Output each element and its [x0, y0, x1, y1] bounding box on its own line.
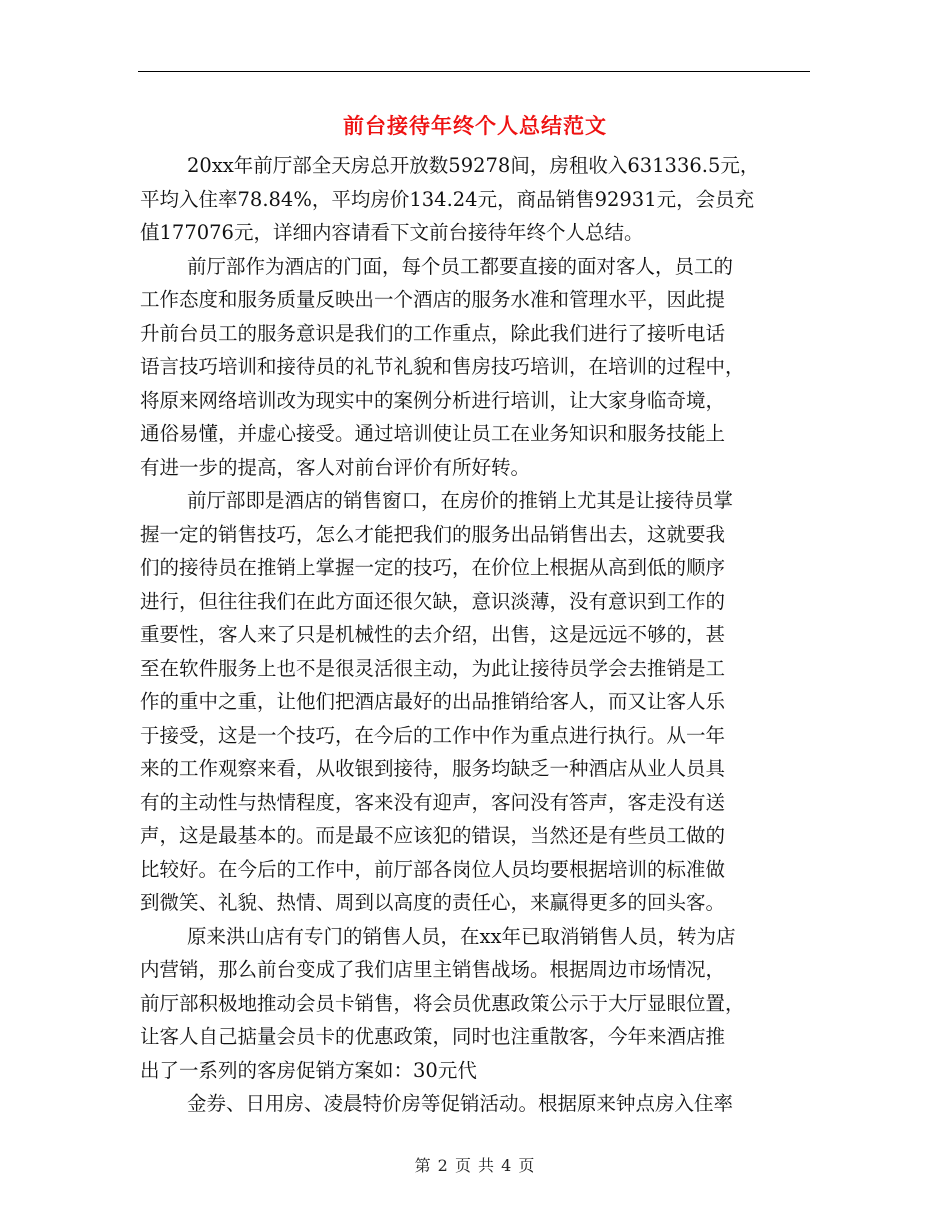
- text-line: 比较好。在今后的工作中，前厅部各岗位人员均要根据培训的标准做: [140, 857, 726, 881]
- text-line: 原来洪山店有专门的销售人员，在xx年已取消销售人员，转为店: [187, 924, 736, 948]
- text-line: 平均入住率78.84%，平均房价134.24元，商品销售92931元，会员充: [140, 187, 755, 211]
- text-line: 出了一系列的客房促销方案如：30元代: [140, 1058, 477, 1082]
- text-line: 进行，但往往我们在此方面还很欠缺，意识淡薄，没有意识到工作的: [140, 589, 726, 613]
- text-line: 升前台员工的服务意识是我们的工作重点，除此我们进行了接听电话: [140, 321, 726, 345]
- text-line: 金券、日用房、凌晨特价房等促销活动。根据原来钟点房入住率: [187, 1092, 734, 1115]
- text-line: 至在软件服务上也不是很灵活很主动，为此让接待员学会去推销是工: [140, 656, 726, 680]
- text-line: 前厅部积极地推动会员卡销售，将会员优惠政策公示于大厅显眼位置，: [140, 991, 745, 1015]
- page-footer: 第 2 页 共 4 页: [414, 1156, 536, 1175]
- text-line: 到微笑、礼貌、热情、周到以高度的责任心，来赢得更多的回头客。: [140, 891, 726, 914]
- text-line: 将原来网络培训改为现实中的案例分析进行培训，让大家身临奇境，: [140, 388, 726, 412]
- text-line: 作的重中之重，让他们把酒店最好的出品推销给客人，而又让客人乐: [140, 690, 726, 713]
- text-line: 工作态度和服务质量反映出一个酒店的服务水准和管理水平，因此提: [140, 288, 726, 311]
- text-line: 语言技巧培训和接待员的礼节礼貌和售房技巧培训，在培训的过程中，: [140, 355, 745, 378]
- text-line: 们的接待员在推销上掌握一定的技巧，在价位上根据从高到低的顺序: [140, 556, 726, 579]
- text-line: 来的工作观察来看，从收银到接待，服务均缺乏一种酒店从业人员具: [140, 757, 726, 780]
- text-line: 让客人自己掂量会员卡的优惠政策，同时也注重散客，今年来酒店推: [140, 1025, 726, 1048]
- text-line: 内营销，那么前台变成了我们店里主销售战场。根据周边市场情况，: [140, 958, 726, 981]
- text-line: 通俗易懂，并虚心接受。通过培训使让员工在业务知识和服务技能上: [140, 422, 726, 445]
- text-line: 前厅部即是酒店的销售窗口，在房价的推销上尤其是让接待员掌: [187, 489, 734, 512]
- text-line: 声，这是最基本的。而是最不应该犯的错误，当然还是有些员工做的: [140, 824, 726, 847]
- text-line: 20xx年前厅部全天房总开放数59278间，房租收入631336.5元，: [187, 154, 760, 177]
- text-line: 重要性，客人来了只是机械性的去介绍，出售，这是远远不够的，甚: [140, 623, 726, 646]
- text-line: 有进一步的提高，客人对前台评价有所好转。: [140, 455, 531, 479]
- text-line: 握一定的销售技巧，怎么才能把我们的服务出品销售出去，这就要我: [140, 522, 726, 546]
- document-body: [140, 149, 820, 1121]
- document-title: 前台接待年终个人总结范文: [343, 114, 607, 138]
- text-line: 有的主动性与热情程度，客来没有迎声，客问没有答声，客走没有送: [140, 790, 726, 814]
- text-line: 于接受，这是一个技巧，在今后的工作中作为重点进行执行。从一年: [140, 723, 726, 747]
- header-rule: [138, 71, 810, 72]
- text-line: 值177076元，详细内容请看下文前台接待年终个人总结。: [140, 221, 644, 244]
- text-line: 前厅部作为酒店的门面，每个员工都要直接的面对客人，员工的: [187, 254, 734, 278]
